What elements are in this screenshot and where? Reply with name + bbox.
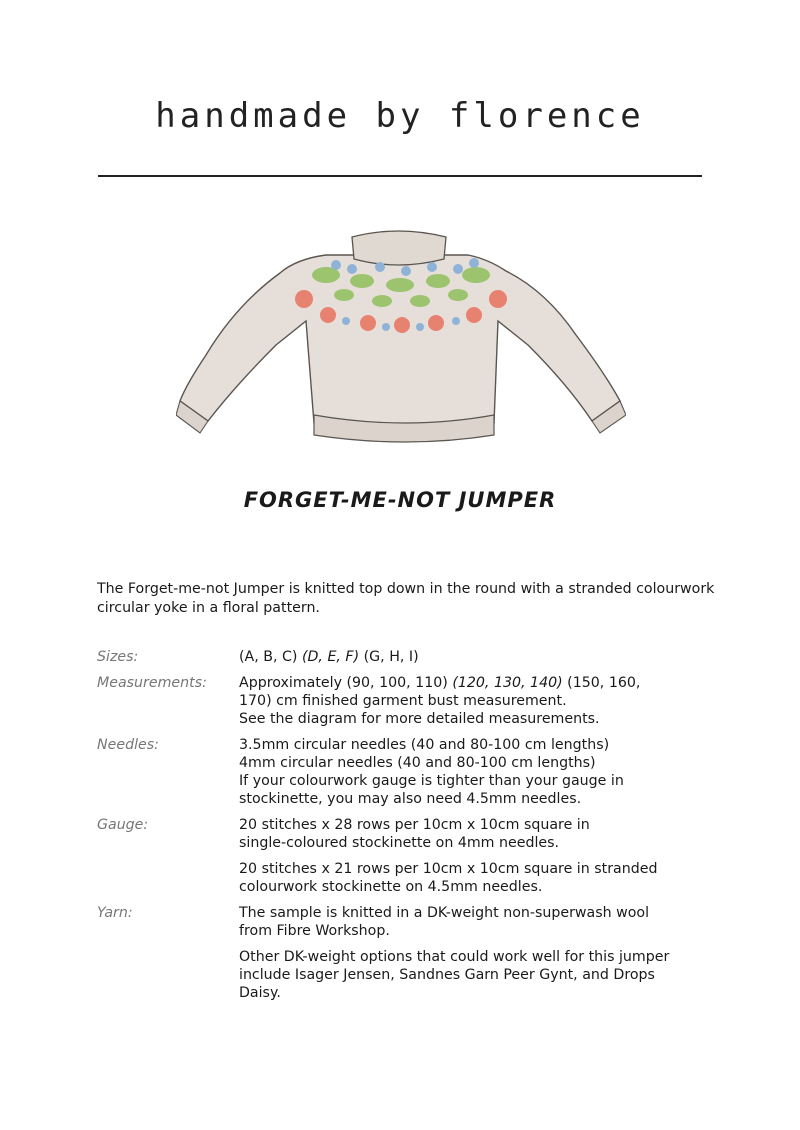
needles-text: stockinette, you may also need 4.5mm needles.: [239, 791, 582, 807]
spec-value: [239, 674, 709, 728]
yarn-text: Daisy.: [239, 985, 281, 1001]
divider: [98, 175, 702, 177]
gauge-text: single-coloured stockinette on 4mm needles.: [239, 835, 560, 851]
measurements-text: Approximately (90, 100, 110): [239, 675, 453, 691]
sizes-group-2: (D, E, F): [301, 649, 360, 665]
measurements-text: (120, 130, 140): [452, 675, 563, 691]
measurements-text: (150, 160,: [562, 675, 641, 691]
brand-title: handmade by florence: [155, 96, 645, 136]
yarn-text: from Fibre Workshop.: [239, 923, 390, 939]
needles-text: 3.5mm circular needles (40 and 80-100 cm lengths): [239, 737, 610, 753]
spec-value: [239, 736, 709, 808]
gauge-text: 20 stitches x 28 rows per 10cm x 10cm square in: [239, 817, 590, 833]
measurements-text: 170) cm finished garment bust measurement.: [239, 693, 567, 709]
gauge-text: colourwork stockinette on 4.5mm needles.: [239, 879, 543, 895]
sizes-group-1: (A, B, C): [239, 649, 302, 665]
measurements-text: See the diagram for more detailed measurements.: [239, 711, 600, 727]
intro-paragraph: The Forget-me-not Jumper is knitted top down in the round with a stranded colourwork circular yoke in a floral pattern.: [97, 581, 715, 616]
sizes-group-3: (G, H, I): [359, 649, 419, 665]
spec-label: Yarn:: [97, 905, 133, 921]
spec-value: [239, 648, 709, 666]
pattern-title: FORGET-ME-NOT JUMPER: [243, 488, 557, 512]
spec-label: Measurements:: [97, 675, 207, 691]
spec-value: [239, 816, 709, 896]
yarn-text: Other DK-weight options that could work well for this jumper: [239, 949, 670, 965]
spec-label: Needles:: [97, 737, 159, 753]
yarn-text: include Isager Jensen, Sandnes Garn Peer Gynt, and Drops: [239, 967, 655, 983]
spec-value: [239, 904, 709, 1002]
spec-label: Gauge:: [97, 817, 149, 833]
spec-label: Sizes:: [97, 649, 139, 665]
needles-text: 4mm circular needles (40 and 80-100 cm lengths): [239, 755, 596, 771]
sweater-icon: [176, 225, 626, 447]
gauge-text: 20 stitches x 21 rows per 10cm x 10cm square in stranded: [239, 861, 658, 877]
needles-text: If your colourwork gauge is tighter than your gauge in: [239, 773, 624, 789]
yarn-text: The sample is knitted in a DK-weight non-superwash wool: [239, 905, 650, 921]
